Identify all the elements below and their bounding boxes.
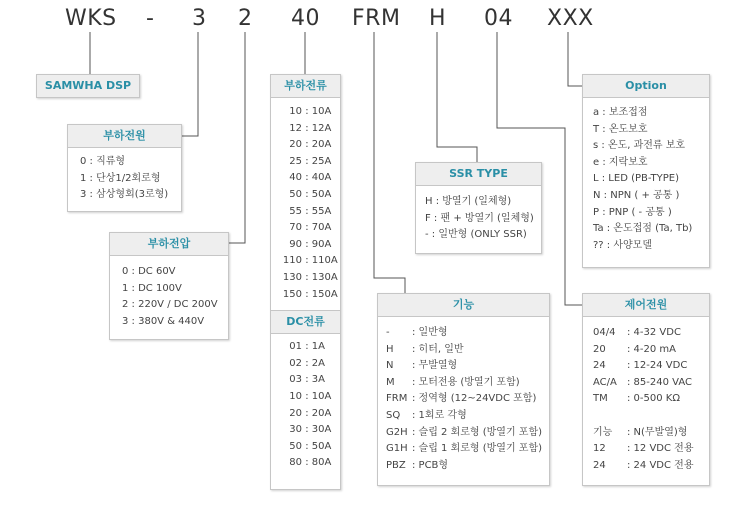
list-item: FRM : 정역형 (12~24VDC 포함) [386,393,537,405]
list-item: 50 : 50A [289,440,332,452]
load-power-box [67,124,182,212]
list-item: - : 일반형 [386,327,448,338]
list-item: 55 : 55A [289,205,332,217]
list-item [593,408,709,425]
list-item: 10 : 10A [289,390,332,402]
list-item: Ta : 온도접점 (Ta, Tb) [593,223,693,235]
list-item: 0 : 직류형 [80,156,126,167]
list-item: F : 팬 + 방열기 (일체형) [425,212,534,224]
list-item: 02 : 2A [289,357,325,369]
list-item: M : 모터전용 (방열기 포함) [386,376,520,388]
option-list [583,98,709,254]
list-item: 1 : 단상1/2회로형 [80,172,161,184]
list-item: 0 : DC 60V [122,266,176,277]
load-power-title: 부하전원 [68,125,181,148]
list-item: 1 : DC 100V [122,282,182,294]
load-power-list [68,148,181,204]
list-item: 04/4 : 4-32 VDC [593,327,681,338]
option-box [582,74,710,268]
list-item: 90 : 90A [289,238,332,250]
list-item: 24 : 24 VDC 전용 [593,459,694,471]
list-item: 80 : 80A [289,457,332,469]
function-box [377,293,550,486]
list-item: 10 : 10A [289,106,332,117]
dc-current-title: DC전류 [271,310,340,334]
list-item: T : 온도보호 [593,123,648,135]
connector-option [568,32,582,86]
list-item: 50 : 50A [289,188,332,200]
option-title: Option [583,75,709,98]
code-part-wks: WKS [65,6,117,31]
list-item: TM : 0-500 KΩ [593,393,680,405]
list-item: 01 : 1A [289,341,325,353]
function-list [378,317,549,474]
list-item: 03 : 3A [289,374,325,386]
load-current-box [270,74,341,490]
list-item: e : 지락보호 [593,156,648,168]
list-item: ?? : 사양모델 [593,239,652,251]
list-item: s : 온도, 과전류 보호 [593,140,686,152]
list-item: - : 일반형 (ONLY SSR) [425,229,527,241]
list-item: 70 : 70A [289,222,332,234]
load-current-list [271,98,340,303]
list-item: 110 : 110A [282,255,338,267]
dc-current-list [271,334,340,472]
list-item: P : PNP ( - 공통 ) [593,206,672,218]
list-item: 30 : 30A [289,424,332,436]
function-title: 기능 [378,294,549,317]
load-voltage-title: 부하전압 [110,233,228,256]
connector-function [374,32,405,293]
control-power-box [582,293,710,486]
list-item: N : 무발열형 [386,360,458,372]
connector-load-voltage [229,32,245,243]
connector-ssr [437,32,477,162]
list-item: 2 : 220V / DC 200V [122,299,218,311]
code-part-control-power: 04 [484,6,513,31]
list-item: 25 : 25A [289,155,332,167]
list-item: PBZ : PCB형 [386,459,449,471]
code-part-load-current: 40 [291,6,320,31]
list-item: 20 : 20A [289,139,332,151]
list-item: 3 : 380V & 440V [122,315,205,327]
list-item: 20 : 20A [289,407,332,419]
ssr-type-list [416,186,541,244]
code-part-function: FRM [352,6,401,31]
load-current-title: 부하전류 [271,75,340,98]
maker-label: SAMWHA DSP [36,74,140,98]
control-power-title: 제어전원 [583,294,709,317]
ssr-type-box [415,162,542,254]
list-item: H : 방열기 (일체형) [425,196,512,207]
list-item: L : LED (PB-TYPE) [593,173,680,185]
list-item: 130 : 130A [282,271,338,283]
list-item: H : 히터, 일반 [386,343,464,355]
list-item: 12 : 12A [289,122,332,134]
list-item: a : 보조접점 [593,107,648,118]
code-part-load-power: 3 [192,6,207,31]
list-item: G1H : 슬립 1 회로형 (방열기 포함) [386,443,543,455]
connector-load-power [182,32,198,136]
list-item: SQ : 1회로 각형 [386,409,467,421]
list-item: G2H : 슬립 2 회로형 (방열기 포함) [386,426,543,438]
code-part-dash: - [146,6,155,31]
list-item: AC/A : 85-240 VAC [593,376,692,388]
code-part-option: XXX [547,6,594,31]
list-item: 24 : 12-24 VDC [593,360,688,372]
list-item: 기능 : N(무발열)형 [593,426,688,438]
list-item: 150 : 150A [282,288,338,300]
load-voltage-box [109,232,229,340]
list-item: 12 : 12 VDC 전용 [593,443,694,455]
code-part-load-voltage: 2 [238,6,253,31]
list-item: 40 : 40A [289,172,332,184]
load-voltage-list [110,256,228,330]
code-part-ssr-type: H [429,6,447,31]
control-power-list [583,317,709,474]
list-item: 20 : 4-20 mA [593,343,677,355]
list-item: 3 : 삼상형회(3로형) [80,189,169,201]
list-item: N : NPN ( + 공통 ) [593,189,680,201]
ssr-type-title: SSR TYPE [416,163,541,186]
